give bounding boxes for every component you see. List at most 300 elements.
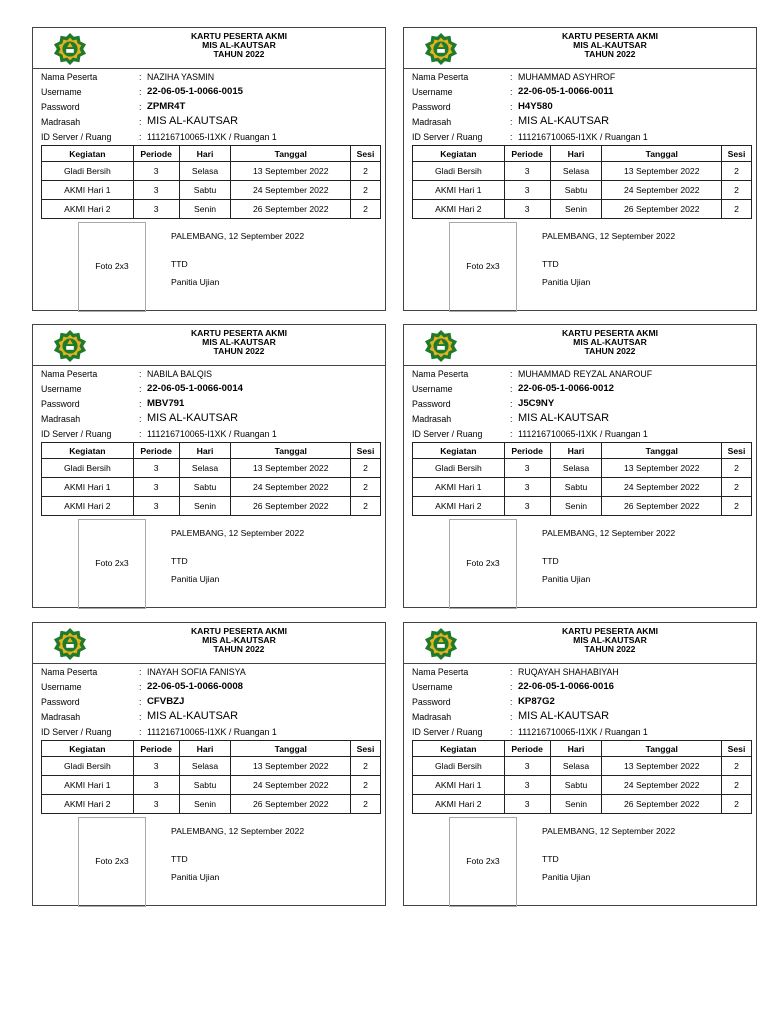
schedule-row: [413, 181, 752, 200]
cell-tanggal: 24 September 2022: [602, 478, 722, 497]
cell-periode: 3: [504, 795, 550, 814]
schedule-row: [413, 776, 752, 795]
schedule-header-row: [413, 146, 752, 162]
cell-kegiatan: AKMI Hari 1: [413, 478, 505, 497]
schedule-table: [412, 442, 752, 516]
server-row: [41, 129, 381, 144]
participant-name: INAYAH SOFIA FANISYA: [147, 667, 246, 677]
signature-ttd: TTD: [171, 556, 188, 566]
cell-hari: Sabtu: [550, 181, 602, 200]
participant-card: [403, 27, 757, 311]
col-hari: Hari: [179, 146, 231, 162]
place-date: PALEMBANG, 12 September 2022: [171, 528, 305, 538]
cell-hari: Selasa: [550, 162, 602, 181]
cell-hari: Senin: [550, 200, 602, 219]
col-periode: Periode: [504, 443, 550, 459]
username-label: Username: [41, 87, 82, 97]
password-label: Password: [41, 102, 80, 112]
participant-info: [33, 366, 385, 442]
col-hari: Hari: [179, 741, 231, 757]
schedule-table: [412, 145, 752, 219]
colon: :: [510, 87, 513, 97]
photo-label: Foto 2x3: [95, 558, 129, 568]
colon: :: [510, 697, 513, 707]
col-hari: Hari: [550, 741, 602, 757]
username-value: 22-06-05-1-0066-0011: [518, 86, 614, 97]
card-title-line3: TAHUN 2022: [213, 346, 265, 356]
colon: :: [139, 682, 142, 692]
madrasah-row: [412, 411, 752, 426]
schedule-header-row: [42, 146, 381, 162]
server-label: ID Server / Ruang: [412, 429, 483, 439]
username-row: [41, 84, 381, 99]
cell-sesi: 2: [351, 776, 381, 795]
schedule-row: [42, 776, 381, 795]
col-tanggal: Tanggal: [602, 741, 722, 757]
username-row: [412, 679, 752, 694]
cell-hari: Sabtu: [179, 776, 231, 795]
card-title-line3: TAHUN 2022: [213, 49, 265, 59]
col-sesi: Sesi: [351, 146, 381, 162]
cell-hari: Selasa: [550, 459, 602, 478]
password-label: Password: [412, 697, 451, 707]
madrasah-row: [412, 709, 752, 724]
password-value: MBV791: [147, 398, 185, 409]
schedule-row: [413, 497, 752, 516]
card-title-line3: TAHUN 2022: [584, 346, 636, 356]
madrasah-label: Madrasah: [41, 712, 81, 722]
cell-sesi: 2: [722, 459, 752, 478]
cell-kegiatan: Gladi Bersih: [413, 162, 505, 181]
col-kegiatan: Kegiatan: [42, 443, 134, 459]
username-label: Username: [412, 384, 453, 394]
server-row: [41, 724, 381, 739]
username-label: Username: [41, 384, 82, 394]
username-label: Username: [41, 682, 82, 692]
cell-kegiatan: AKMI Hari 2: [413, 497, 505, 516]
cell-sesi: 2: [722, 181, 752, 200]
col-periode: Periode: [133, 741, 179, 757]
password-value: KP87G2: [518, 696, 555, 707]
server-label: ID Server / Ruang: [41, 132, 112, 142]
server-row: [41, 426, 381, 441]
schedule-row: [42, 757, 381, 776]
photo-placeholder: [78, 519, 146, 609]
cell-tanggal: 26 September 2022: [602, 795, 722, 814]
schedule-table: [41, 740, 381, 814]
username-row: [41, 679, 381, 694]
colon: :: [139, 132, 142, 142]
participant-name: NABILA BALQIS: [147, 369, 213, 379]
card-title: [33, 32, 385, 59]
col-kegiatan: Kegiatan: [413, 741, 505, 757]
photo-placeholder: [78, 222, 146, 312]
madrasah-row: [41, 114, 381, 129]
cell-periode: 3: [133, 459, 179, 478]
cell-sesi: 2: [351, 795, 381, 814]
cell-periode: 3: [504, 181, 550, 200]
password-row: [41, 99, 381, 114]
cell-sesi: 2: [722, 162, 752, 181]
cell-sesi: 2: [351, 459, 381, 478]
colon: :: [510, 384, 513, 394]
card-title-line2: MIS AL-KAUTSAR: [202, 337, 276, 347]
photo-placeholder: [449, 519, 517, 609]
password-row: [412, 396, 752, 411]
cell-sesi: 2: [722, 776, 752, 795]
card-title: [404, 329, 756, 356]
cell-periode: 3: [504, 757, 550, 776]
schedule-table: [412, 740, 752, 814]
server-row: [412, 129, 752, 144]
server-label: ID Server / Ruang: [41, 429, 112, 439]
madrasah-label: Madrasah: [412, 712, 452, 722]
madrasah-row: [41, 411, 381, 426]
cell-periode: 3: [133, 200, 179, 219]
signature-ttd: TTD: [171, 854, 188, 864]
signer-label: Panitia Ujian: [171, 872, 220, 882]
signer-label: Panitia Ujian: [542, 872, 591, 882]
cell-periode: 3: [133, 795, 179, 814]
name-row: [412, 664, 752, 679]
cell-tanggal: 13 September 2022: [231, 162, 351, 181]
cell-kegiatan: Gladi Bersih: [42, 757, 134, 776]
server-value: 111216710065-I1XK / Ruangan 1: [518, 429, 648, 439]
colon: :: [510, 399, 513, 409]
card-header: [33, 28, 385, 69]
username-value: 22-06-05-1-0066-0014: [147, 383, 244, 394]
card-title-line2: MIS AL-KAUTSAR: [573, 40, 647, 50]
card-header: [33, 325, 385, 366]
madrasah-value: MIS AL-KAUTSAR: [147, 115, 239, 127]
card-header: [404, 325, 756, 366]
card-title-line3: TAHUN 2022: [584, 644, 636, 654]
cell-tanggal: 26 September 2022: [602, 497, 722, 516]
col-hari: Hari: [550, 146, 602, 162]
photo-label: Foto 2x3: [466, 261, 500, 271]
schedule-row: [413, 795, 752, 814]
participant-card: [403, 324, 757, 608]
cell-kegiatan: AKMI Hari 2: [413, 795, 505, 814]
col-sesi: Sesi: [722, 146, 752, 162]
colon: :: [139, 384, 142, 394]
name-label: Nama Peserta: [412, 72, 469, 82]
participant-name: MUHAMMAD REYZAL ANAROUF: [518, 369, 653, 379]
col-kegiatan: Kegiatan: [413, 443, 505, 459]
server-label: ID Server / Ruang: [412, 132, 483, 142]
server-label: ID Server / Ruang: [412, 727, 483, 737]
cell-kegiatan: AKMI Hari 2: [42, 200, 134, 219]
cell-tanggal: 13 September 2022: [602, 162, 722, 181]
colon: :: [139, 697, 142, 707]
card-title-line1: KARTU PESERTA AKMI: [561, 626, 659, 636]
username-value: 22-06-05-1-0066-0015: [147, 86, 244, 97]
password-value: CFVBZJ: [147, 696, 185, 707]
cell-periode: 3: [133, 162, 179, 181]
server-value: 111216710065-I1XK / Ruangan 1: [518, 727, 648, 737]
schedule-row: [42, 459, 381, 478]
cell-sesi: 2: [722, 200, 752, 219]
colon: :: [510, 117, 513, 127]
server-value: 111216710065-I1XK / Ruangan 1: [147, 429, 277, 439]
card-header: [33, 623, 385, 664]
signature-ttd: TTD: [542, 556, 559, 566]
madrasah-value: MIS AL-KAUTSAR: [518, 115, 610, 127]
colon: :: [139, 429, 142, 439]
colon: :: [510, 727, 513, 737]
colon: :: [510, 682, 513, 692]
colon: :: [510, 102, 513, 112]
cell-hari: Senin: [550, 497, 602, 516]
colon: :: [510, 414, 513, 424]
colon: :: [139, 72, 142, 82]
madrasah-label: Madrasah: [412, 117, 452, 127]
cell-kegiatan: AKMI Hari 2: [413, 200, 505, 219]
schedule-row: [413, 200, 752, 219]
password-row: [41, 694, 381, 709]
cell-kegiatan: Gladi Bersih: [42, 162, 134, 181]
schedule-row: [42, 497, 381, 516]
photo-placeholder: [449, 817, 517, 907]
signer-label: Panitia Ujian: [171, 574, 220, 584]
password-label: Password: [41, 399, 80, 409]
username-label: Username: [412, 87, 453, 97]
participant-card: [32, 27, 386, 311]
col-kegiatan: Kegiatan: [42, 741, 134, 757]
cell-tanggal: 24 September 2022: [602, 181, 722, 200]
cell-hari: Senin: [179, 497, 231, 516]
cell-periode: 3: [504, 776, 550, 795]
colon: :: [139, 87, 142, 97]
participant-info: [404, 69, 756, 145]
cell-periode: 3: [504, 497, 550, 516]
name-label: Nama Peserta: [41, 667, 98, 677]
cell-hari: Sabtu: [550, 478, 602, 497]
name-row: [412, 366, 752, 381]
cell-tanggal: 24 September 2022: [231, 478, 351, 497]
cell-tanggal: 24 September 2022: [602, 776, 722, 795]
username-value: 22-06-05-1-0066-0016: [518, 681, 615, 692]
schedule-row: [42, 478, 381, 497]
col-periode: Periode: [133, 443, 179, 459]
cell-periode: 3: [133, 497, 179, 516]
password-value: H4Y580: [518, 101, 553, 112]
photo-label: Foto 2x3: [466, 856, 500, 866]
name-label: Nama Peserta: [41, 369, 98, 379]
cell-sesi: 2: [351, 497, 381, 516]
cell-sesi: 2: [351, 478, 381, 497]
participant-name: NAZIHA YASMIN: [147, 72, 215, 82]
col-sesi: Sesi: [351, 741, 381, 757]
signature-ttd: TTD: [542, 259, 559, 269]
cell-tanggal: 26 September 2022: [231, 795, 351, 814]
schedule-table: [41, 442, 381, 516]
signer-label: Panitia Ujian: [542, 277, 591, 287]
col-hari: Hari: [179, 443, 231, 459]
schedule-header-row: [413, 741, 752, 757]
password-value: J5C9NY: [518, 398, 555, 409]
card-title-line1: KARTU PESERTA AKMI: [190, 31, 288, 41]
col-hari: Hari: [550, 443, 602, 459]
cell-hari: Selasa: [179, 162, 231, 181]
schedule-row: [413, 757, 752, 776]
cell-kegiatan: AKMI Hari 2: [42, 497, 134, 516]
colon: :: [139, 399, 142, 409]
colon: :: [510, 712, 513, 722]
col-sesi: Sesi: [351, 443, 381, 459]
participant-name: RUQAYAH SHAHABIYAH: [518, 667, 619, 677]
col-periode: Periode: [504, 146, 550, 162]
server-value: 111216710065-I1XK / Ruangan 1: [147, 727, 277, 737]
schedule-header-row: [413, 443, 752, 459]
schedule-row: [42, 162, 381, 181]
username-value: 22-06-05-1-0066-0008: [147, 681, 244, 692]
colon: :: [139, 369, 142, 379]
schedule-row: [42, 200, 381, 219]
photo-label: Foto 2x3: [95, 856, 129, 866]
col-tanggal: Tanggal: [602, 443, 722, 459]
madrasah-value: MIS AL-KAUTSAR: [518, 710, 610, 722]
cell-tanggal: 26 September 2022: [231, 497, 351, 516]
col-tanggal: Tanggal: [231, 741, 351, 757]
col-periode: Periode: [133, 146, 179, 162]
colon: :: [139, 727, 142, 737]
cell-periode: 3: [133, 181, 179, 200]
name-row: [41, 69, 381, 84]
schedule-row: [42, 795, 381, 814]
name-row: [412, 69, 752, 84]
schedule-header-row: [42, 741, 381, 757]
col-tanggal: Tanggal: [231, 146, 351, 162]
signature-ttd: TTD: [542, 854, 559, 864]
cell-sesi: 2: [722, 497, 752, 516]
card-title-line3: TAHUN 2022: [213, 644, 265, 654]
card-title-line2: MIS AL-KAUTSAR: [573, 337, 647, 347]
username-row: [41, 381, 381, 396]
server-row: [412, 426, 752, 441]
cell-kegiatan: AKMI Hari 1: [413, 181, 505, 200]
schedule-row: [413, 478, 752, 497]
cell-sesi: 2: [722, 757, 752, 776]
cell-hari: Selasa: [550, 757, 602, 776]
card-title: [404, 32, 756, 59]
photo-placeholder: [78, 817, 146, 907]
photo-label: Foto 2x3: [95, 261, 129, 271]
cell-sesi: 2: [351, 181, 381, 200]
cell-hari: Senin: [179, 795, 231, 814]
madrasah-row: [41, 709, 381, 724]
madrasah-label: Madrasah: [41, 414, 81, 424]
card-header: [404, 28, 756, 69]
server-value: 111216710065-I1XK / Ruangan 1: [518, 132, 648, 142]
cell-periode: 3: [133, 478, 179, 497]
cell-periode: 3: [504, 162, 550, 181]
username-row: [412, 381, 752, 396]
col-periode: Periode: [504, 741, 550, 757]
cell-periode: 3: [504, 200, 550, 219]
cell-kegiatan: AKMI Hari 1: [42, 776, 134, 795]
madrasah-label: Madrasah: [412, 414, 452, 424]
cell-kegiatan: AKMI Hari 2: [42, 795, 134, 814]
cell-tanggal: 13 September 2022: [231, 459, 351, 478]
cell-sesi: 2: [722, 478, 752, 497]
participant-info: [33, 664, 385, 740]
photo-placeholder: [449, 222, 517, 312]
colon: :: [139, 414, 142, 424]
cell-tanggal: 13 September 2022: [602, 459, 722, 478]
schedule-row: [413, 162, 752, 181]
name-row: [41, 366, 381, 381]
cell-periode: 3: [133, 757, 179, 776]
card-header: [404, 623, 756, 664]
cell-sesi: 2: [351, 757, 381, 776]
password-row: [412, 694, 752, 709]
colon: :: [139, 117, 142, 127]
cell-hari: Sabtu: [179, 478, 231, 497]
card-title-line3: TAHUN 2022: [584, 49, 636, 59]
col-kegiatan: Kegiatan: [42, 146, 134, 162]
colon: :: [510, 667, 513, 677]
cell-sesi: 2: [722, 795, 752, 814]
cell-kegiatan: AKMI Hari 1: [42, 181, 134, 200]
signature-ttd: TTD: [171, 259, 188, 269]
cell-hari: Selasa: [179, 757, 231, 776]
participant-card: [403, 622, 757, 906]
place-date: PALEMBANG, 12 September 2022: [542, 231, 676, 241]
password-label: Password: [412, 102, 451, 112]
name-label: Nama Peserta: [412, 667, 469, 677]
schedule-row: [413, 459, 752, 478]
participant-info: [404, 664, 756, 740]
name-label: Nama Peserta: [412, 369, 469, 379]
colon: :: [510, 72, 513, 82]
card-title-line1: KARTU PESERTA AKMI: [561, 31, 659, 41]
colon: :: [139, 102, 142, 112]
cell-kegiatan: Gladi Bersih: [413, 757, 505, 776]
cell-kegiatan: AKMI Hari 1: [42, 478, 134, 497]
photo-label: Foto 2x3: [466, 558, 500, 568]
cell-hari: Senin: [179, 200, 231, 219]
col-sesi: Sesi: [722, 741, 752, 757]
password-row: [41, 396, 381, 411]
cell-hari: Senin: [550, 795, 602, 814]
cell-tanggal: 26 September 2022: [231, 200, 351, 219]
cell-tanggal: 24 September 2022: [231, 181, 351, 200]
madrasah-value: MIS AL-KAUTSAR: [147, 710, 239, 722]
name-label: Nama Peserta: [41, 72, 98, 82]
card-title-line1: KARTU PESERTA AKMI: [190, 626, 288, 636]
cell-kegiatan: Gladi Bersih: [413, 459, 505, 478]
signer-label: Panitia Ujian: [171, 277, 220, 287]
card-title-line1: KARTU PESERTA AKMI: [190, 328, 288, 338]
username-value: 22-06-05-1-0066-0012: [518, 383, 615, 394]
place-date: PALEMBANG, 12 September 2022: [171, 826, 305, 836]
participant-card: [32, 324, 386, 608]
madrasah-value: MIS AL-KAUTSAR: [147, 412, 239, 424]
password-label: Password: [41, 697, 80, 707]
colon: :: [139, 712, 142, 722]
cell-periode: 3: [133, 776, 179, 795]
password-row: [412, 99, 752, 114]
card-title-line2: MIS AL-KAUTSAR: [202, 40, 276, 50]
server-row: [412, 724, 752, 739]
card-title: [33, 627, 385, 654]
cell-kegiatan: AKMI Hari 1: [413, 776, 505, 795]
place-date: PALEMBANG, 12 September 2022: [542, 826, 676, 836]
colon: :: [510, 429, 513, 439]
madrasah-label: Madrasah: [41, 117, 81, 127]
cell-hari: Sabtu: [550, 776, 602, 795]
